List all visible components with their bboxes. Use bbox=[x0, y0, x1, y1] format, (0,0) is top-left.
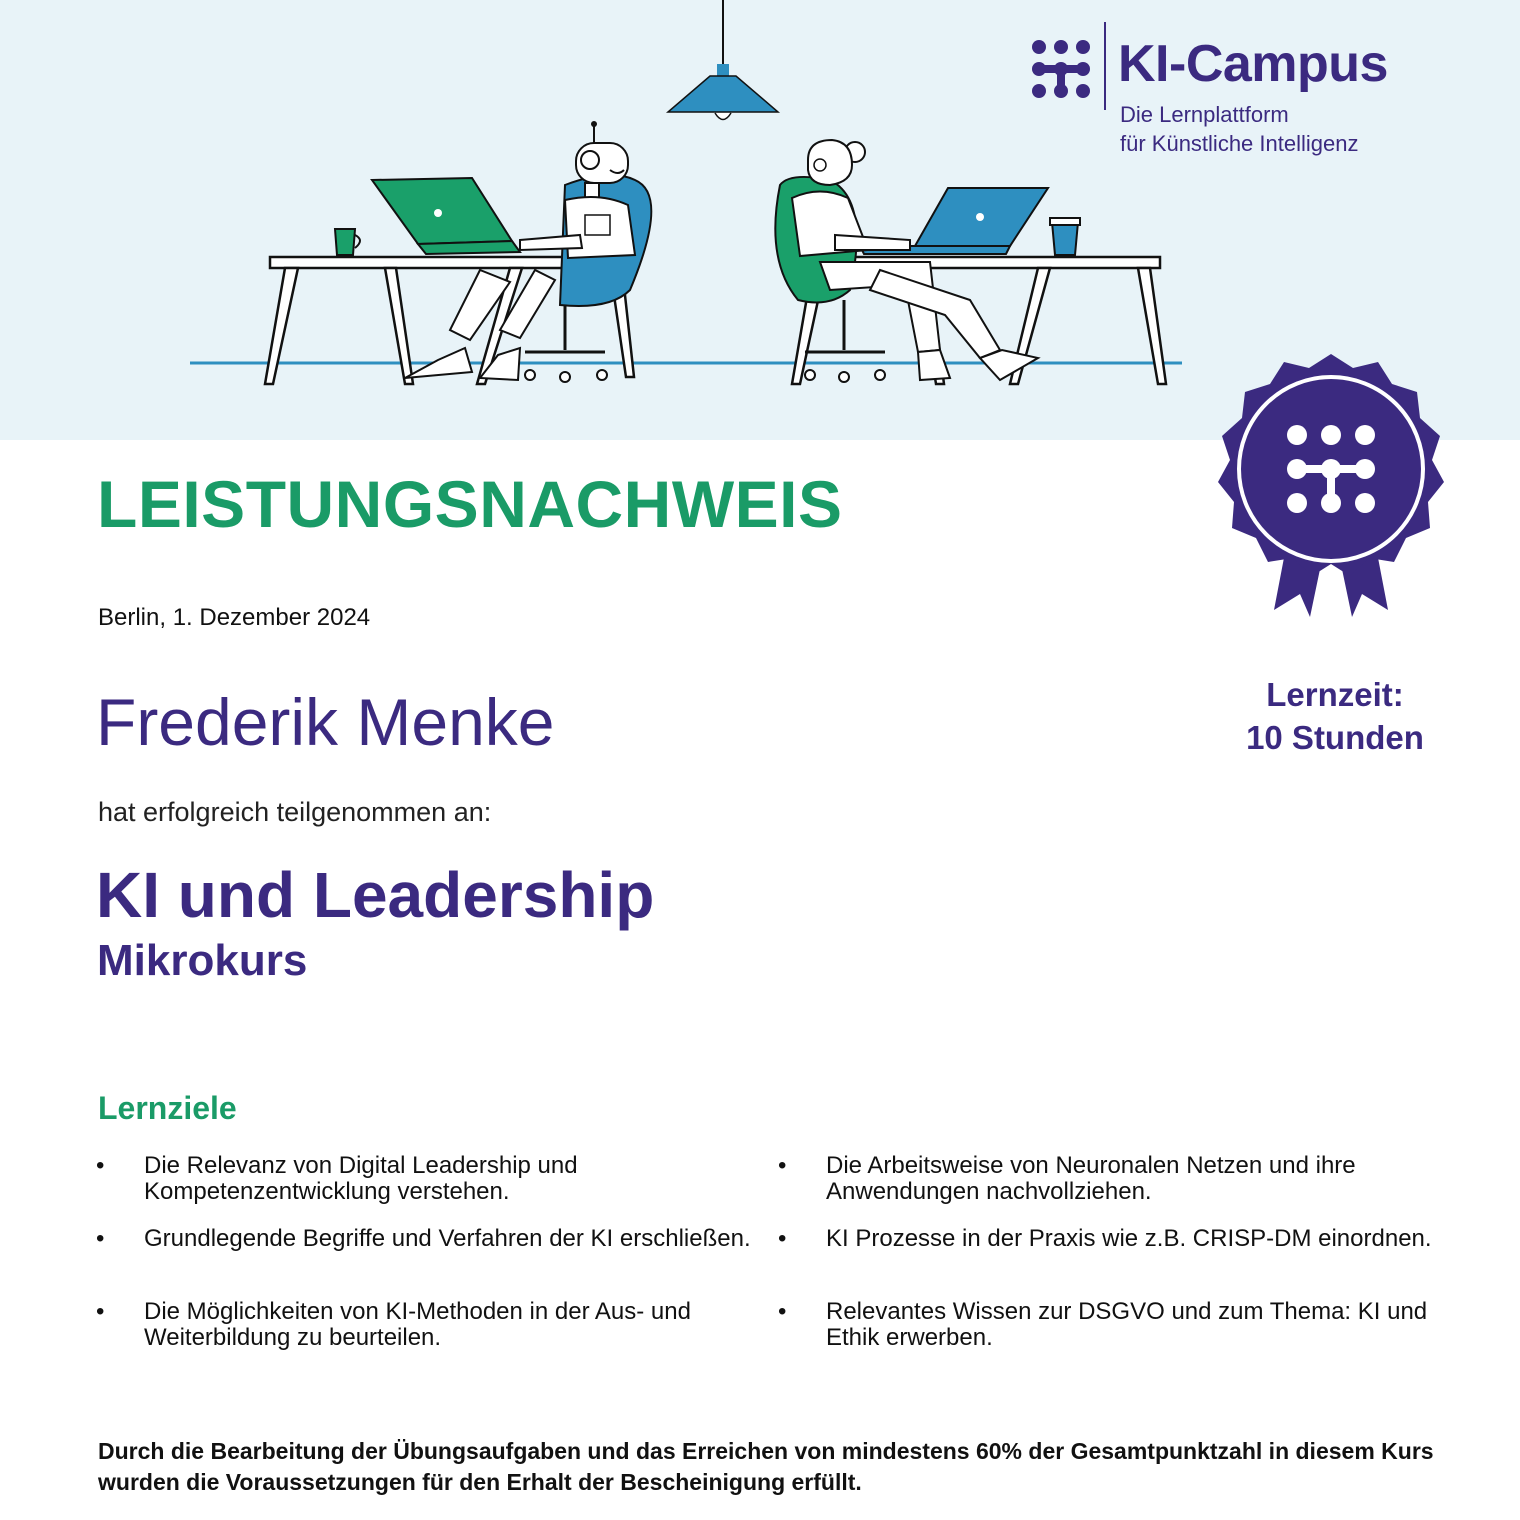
course-type: Mikrokurs bbox=[97, 936, 308, 985]
study-time-label: Lernzeit: bbox=[1266, 676, 1404, 713]
learning-goal-item bbox=[778, 1153, 1458, 1205]
learning-goal-text: Grundlegende Begriffe und Verfahren der KI erschließen. bbox=[144, 1225, 751, 1252]
bullet-icon: • bbox=[778, 1225, 787, 1252]
study-time bbox=[1200, 673, 1470, 759]
rosette-badge-icon bbox=[1212, 352, 1450, 624]
ki-campus-dot-grid-icon bbox=[1030, 38, 1092, 100]
bullet-icon: • bbox=[96, 1298, 105, 1325]
ki-campus-logo[interactable] bbox=[1030, 12, 1490, 162]
course-title: KI und Leadership bbox=[96, 859, 655, 931]
study-time-value: 10 Stunden bbox=[1246, 719, 1424, 756]
learning-goals-right-column bbox=[778, 1153, 1458, 1372]
certificate-title: LEISTUNGSNACHWEIS bbox=[97, 467, 843, 541]
learning-goal-text: Die Arbeitsweise von Neuronalen Netzen und ihre Anwendungen nachvollziehen. bbox=[826, 1152, 1356, 1205]
logo-divider bbox=[1104, 22, 1106, 110]
bullet-icon: • bbox=[96, 1152, 105, 1179]
learning-goal-item bbox=[96, 1153, 756, 1205]
place-date: Berlin, 1. Dezember 2024 bbox=[98, 604, 371, 631]
logo-tagline-line-1: Die Lernplattform bbox=[1120, 102, 1289, 127]
learning-goal-item bbox=[96, 1226, 756, 1278]
learning-goals-left-column bbox=[96, 1153, 756, 1372]
learning-goal-text: KI Prozesse in der Praxis wie z.B. CRISP-DM einordnen. bbox=[826, 1225, 1432, 1252]
learning-goals-heading: Lernziele bbox=[98, 1090, 237, 1126]
bullet-icon: • bbox=[778, 1152, 787, 1179]
participation-text: hat erfolgreich teilgenommen an: bbox=[98, 797, 492, 827]
learning-goal-item bbox=[96, 1299, 756, 1351]
learning-goal-item bbox=[778, 1299, 1458, 1351]
footer-note: Durch die Bearbeitung der Übungsaufgaben und das Erreichen von mindestens 60% der Gesamtpunktzahl in diesem Kurs wurden die Voraussetzungen für den Erhalt der Bescheinigung erfüllt. bbox=[98, 1438, 1434, 1495]
bullet-icon: • bbox=[96, 1225, 105, 1252]
recipient-name: Frederik Menke bbox=[96, 685, 555, 759]
learning-goal-text: Die Möglichkeiten von KI-Methoden in der Aus- und Weiterbildung zu beurteilen. bbox=[144, 1298, 691, 1351]
learning-goal-text: Die Relevanz von Digital Leadership und Kompetenzentwicklung verstehen. bbox=[144, 1152, 578, 1205]
learning-goal-item bbox=[778, 1226, 1458, 1278]
bullet-icon: • bbox=[778, 1298, 787, 1325]
logo-title: KI-Campus bbox=[1118, 35, 1388, 93]
learning-goal-text: Relevantes Wissen zur DSGVO und zum Thema: KI und Ethik erwerben. bbox=[826, 1298, 1428, 1351]
logo-tagline-line-2: für Künstliche Intelligenz bbox=[1120, 131, 1359, 156]
